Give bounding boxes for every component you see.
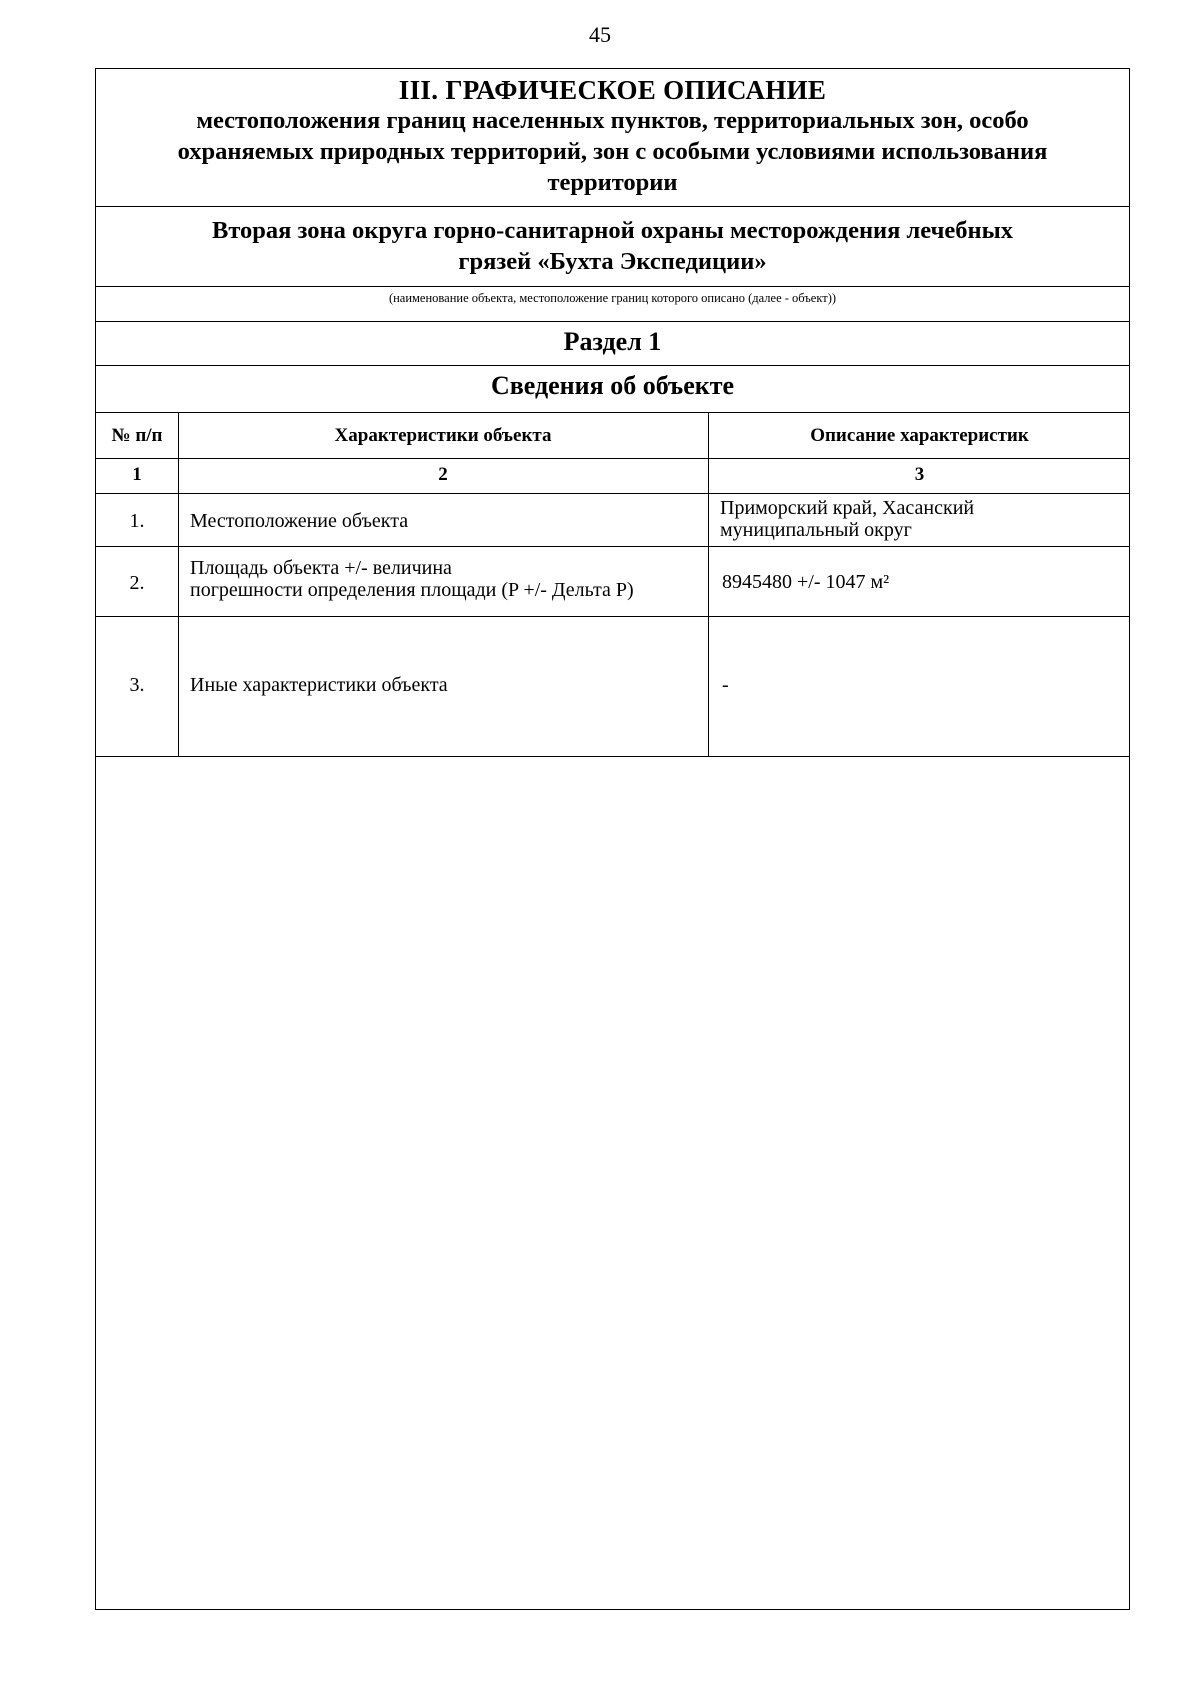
- row-description: 8945480 +/- 1047 м²: [722, 571, 890, 593]
- table-header-cell: Характеристики объекта: [334, 425, 552, 446]
- divider: [96, 286, 1129, 287]
- object-name-line: Вторая зона округа горно-санитарной охраны месторождения лечебных: [212, 217, 1013, 244]
- document-frame: [95, 68, 1130, 1610]
- table-column-number: 3: [914, 464, 925, 485]
- page-title: [96, 75, 1129, 198]
- section-label: Раздел 1: [563, 327, 662, 356]
- table-row-divider: [96, 546, 1129, 547]
- table-row-divider: [96, 458, 1129, 459]
- divider: [96, 206, 1129, 207]
- row-description-line: муниципальный округ: [720, 519, 912, 541]
- title-subtitle-line: территории: [547, 169, 678, 196]
- row-number: 1.: [129, 510, 145, 532]
- row-description-line: Приморский край, Хасанский: [720, 497, 975, 519]
- table-header-cell: № п/п: [111, 425, 163, 446]
- row-characteristic: [190, 557, 705, 601]
- table-row-divider: [96, 616, 1129, 617]
- divider: [96, 365, 1129, 366]
- table-column-number: 2: [438, 464, 448, 485]
- section-title: Сведения об объекте: [490, 371, 735, 400]
- table-header-cell: Описание характеристик: [810, 425, 1029, 446]
- title-main: III. ГРАФИЧЕСКОЕ ОПИСАНИЕ: [398, 75, 827, 105]
- row-characteristic-line: погрешности определения площади (P +/- Дельта P): [190, 579, 634, 601]
- row-characteristic: Местоположение объекта: [190, 510, 409, 532]
- row-number: 2.: [129, 572, 145, 594]
- row-characteristic-line: Площадь объекта +/- величина: [190, 557, 452, 579]
- row-number: 3.: [129, 674, 145, 696]
- object-caption: (наименование объекта, местоположение границ которого описано (далее - объект)): [388, 291, 837, 305]
- row-characteristic: Иные характеристики объекта: [190, 674, 448, 696]
- row-description: -: [722, 674, 729, 696]
- table-row-divider: [96, 493, 1129, 494]
- page-number: 45: [589, 22, 611, 47]
- table-bottom-border: [96, 756, 1129, 757]
- row-description: [720, 497, 1125, 541]
- divider: [96, 321, 1129, 322]
- title-subtitle-line: местоположения границ населенных пунктов, территориальных зон, особо: [196, 107, 1029, 134]
- object-name: [96, 215, 1129, 277]
- object-name-line: грязей «Бухта Экспедиции»: [458, 248, 767, 275]
- divider: [96, 412, 1129, 413]
- title-subtitle-line: охраняемых природных территорий, зон с особыми условиями использования: [177, 138, 1048, 165]
- table-column-number: 1: [132, 464, 142, 485]
